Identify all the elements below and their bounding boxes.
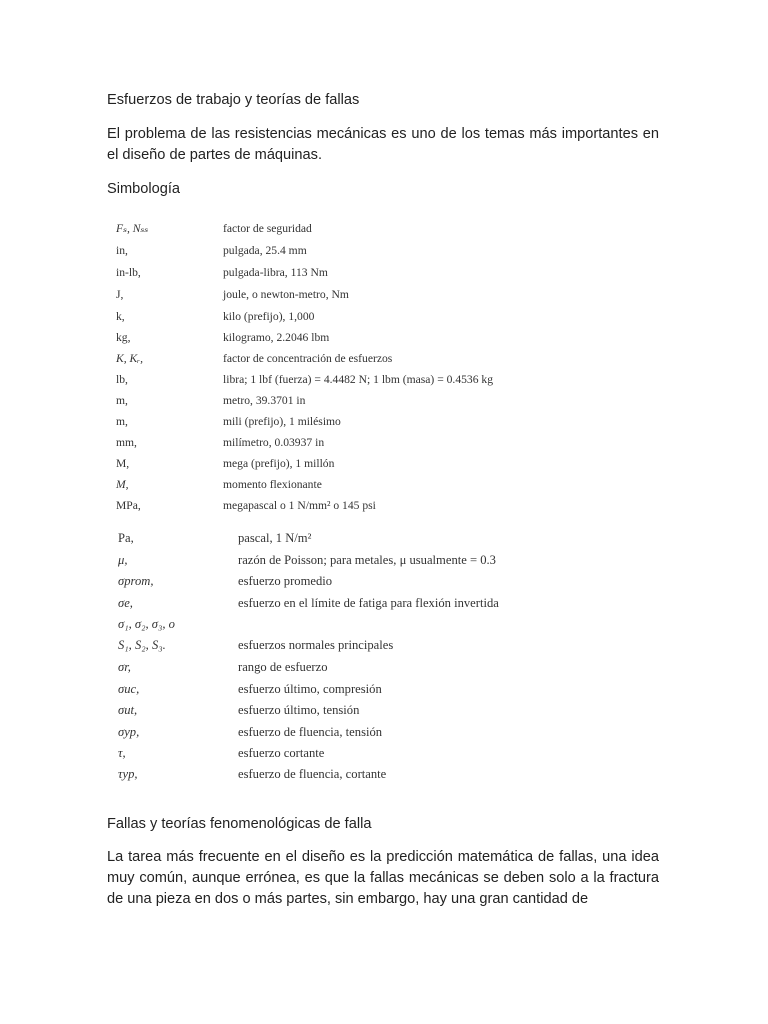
symbol: σr, — [118, 660, 131, 674]
table-row — [108, 240, 548, 261]
symbol: σe, — [118, 596, 133, 610]
symbol: μ, — [118, 553, 128, 567]
symbol: m, — [116, 394, 128, 407]
symbol: MPa, — [116, 499, 141, 512]
symbol: Fₛ, Nₛₛ — [116, 222, 149, 235]
symbol: mm, — [116, 436, 137, 449]
symbol: in, — [116, 244, 128, 257]
definition: rango de esfuerzo — [238, 660, 328, 674]
table-row — [108, 262, 548, 283]
table-row — [108, 432, 548, 453]
symbol: S₁, S₂, S₃. — [118, 638, 166, 652]
symbol: kg, — [116, 331, 131, 344]
table-row — [108, 369, 548, 390]
table-row — [108, 453, 548, 474]
definition: esfuerzos normales principales — [238, 638, 394, 652]
table-row — [112, 679, 562, 700]
table-row — [108, 390, 548, 411]
symbol: σ₁, σ₂, σ₃, o — [118, 617, 175, 631]
table-row — [108, 348, 548, 369]
table-row — [108, 495, 548, 516]
symbol: m, — [116, 415, 128, 428]
table-row — [112, 571, 562, 592]
definition: libra; 1 lbf (fuerza) = 4.4482 N; 1 lbm (masa) = 0.4536 kg — [223, 373, 494, 386]
table-row — [112, 700, 562, 721]
definition: mili (prefijo), 1 milésimo — [223, 415, 341, 428]
symbol: σprom, — [118, 574, 154, 588]
table-row — [112, 743, 562, 764]
definition: pascal, 1 N/m² — [238, 531, 312, 545]
table-row — [112, 614, 562, 635]
symbol: in-lb, — [116, 266, 141, 279]
table-row — [112, 528, 562, 549]
symbol: σuc, — [118, 682, 140, 696]
definition: factor de seguridad — [223, 222, 312, 235]
table-row — [112, 764, 562, 785]
definition: momento flexionante — [223, 478, 322, 491]
symbol: τyp, — [118, 767, 138, 781]
symbol: J, — [116, 288, 124, 301]
table-row — [108, 284, 548, 305]
table-row — [112, 657, 562, 678]
definition: milímetro, 0.03937 in — [223, 436, 325, 449]
symbol: lb, — [116, 373, 128, 386]
definition: joule, o newton-metro, Nm — [223, 288, 349, 301]
definition: pulgada, 25.4 mm — [223, 244, 307, 257]
section2-paragraph: La tarea más frecuente en el diseño es la predicción matemática de fallas, una idea muy común, aunque errónea, es que la fallas mecánicas se deben solo a la fractura de una pieza en dos o más partes, sin embargo, hay una gran cantidad de — [107, 849, 659, 907]
symbol: σut, — [118, 703, 138, 717]
symbol: Pa, — [118, 531, 134, 545]
symbol: M, — [116, 478, 129, 491]
symbol: k, — [116, 310, 125, 323]
table-row — [112, 593, 562, 614]
definition: esfuerzo de fluencia, cortante — [238, 767, 387, 781]
symbol-table-scan-1 — [108, 210, 548, 520]
symbol: τ, — [118, 746, 126, 760]
definition: pulgada-libra, 113 Nm — [223, 266, 328, 279]
table-row — [112, 635, 562, 656]
definition: esfuerzo de fluencia, tensión — [238, 725, 383, 739]
definition: esfuerzo cortante — [238, 746, 325, 760]
definition: esfuerzo en el límite de fatiga para flexión invertida — [238, 596, 499, 610]
document-title: Esfuerzos de trabajo y teorías de fallas — [107, 92, 360, 108]
definition: mega (prefijo), 1 millón — [223, 457, 335, 470]
symbol: K, Kᵣ, — [116, 352, 144, 365]
intro-paragraph: El problema de las resistencias mecánicas es uno de los temas más importantes en el diseño de partes de máquinas. — [107, 126, 659, 163]
definition: esfuerzo promedio — [238, 574, 333, 588]
table-row — [108, 327, 548, 348]
simbologia-heading: Simbología — [107, 181, 181, 197]
symbol-table-scan-2 — [112, 522, 562, 794]
definition: megapascal o 1 N/mm² o 145 psi — [223, 499, 376, 512]
definition: esfuerzo último, compresión — [238, 682, 382, 696]
definition: kilo (prefijo), 1,000 — [223, 310, 315, 323]
symbol: σyp, — [118, 725, 140, 739]
definition: factor de concentración de esfuerzos — [223, 352, 393, 365]
table-row — [112, 550, 562, 571]
table-row — [112, 722, 562, 743]
table-row — [108, 306, 548, 327]
section2-heading: Fallas y teorías fenomenológicas de falla — [107, 816, 372, 832]
definition: esfuerzo último, tensión — [238, 703, 360, 717]
symbol: M, — [116, 457, 130, 470]
definition: metro, 39.3701 in — [223, 394, 306, 407]
definition: razón de Poisson; para metales, μ usualmente = 0.3 — [238, 553, 496, 567]
table-row — [108, 218, 548, 239]
table-row — [108, 474, 548, 495]
table-row — [108, 411, 548, 432]
definition: kilogramo, 2.2046 lbm — [223, 331, 330, 344]
